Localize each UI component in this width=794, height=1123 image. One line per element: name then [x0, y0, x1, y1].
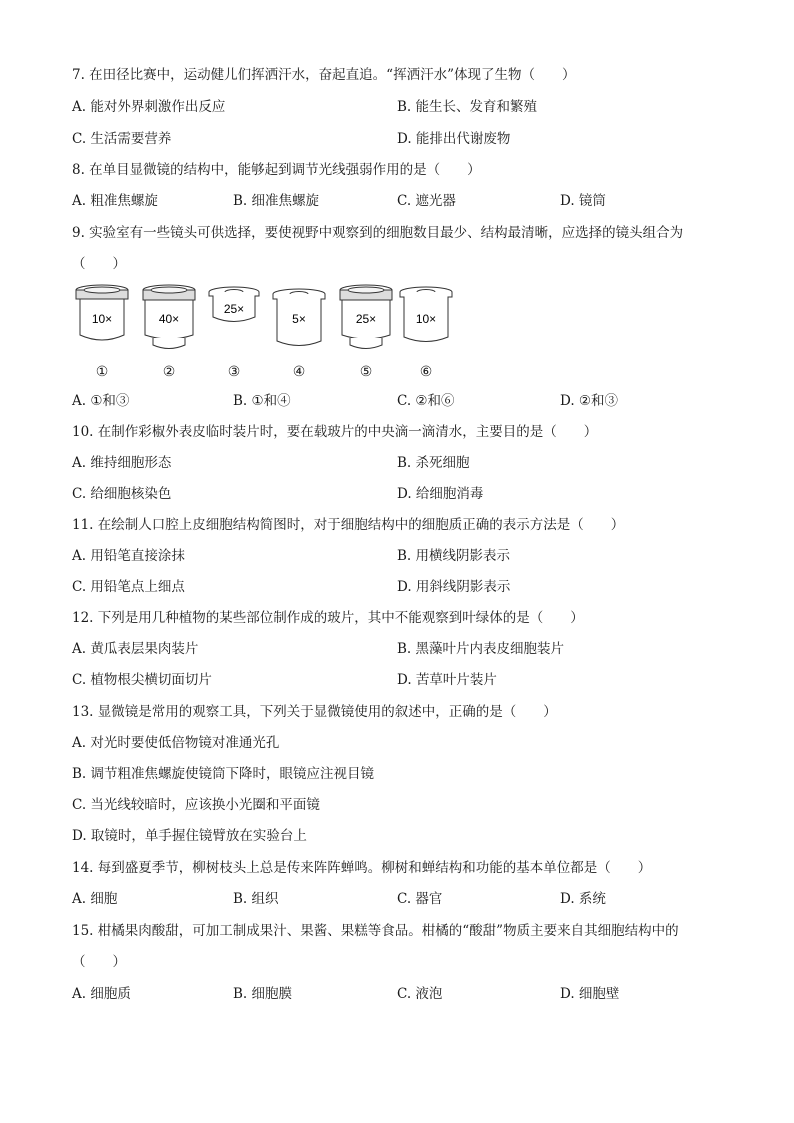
question-12-option-a[interactable]: A. 黄瓜表层果肉装片 — [72, 641, 199, 657]
question-14-stem: 14. 每到盛夏季节，柳树枝头上总是传来阵阵蝉鸣。柳树和蝉结构和功能的基本单位都是（ ） — [72, 860, 652, 876]
question-13-option-c[interactable]: C. 当光线较暗时，应该换小光圈和平面镜 — [72, 797, 320, 813]
question-13-option-a[interactable]: A. 对光时要使低倍物镜对准通光孔 — [72, 735, 280, 751]
lens-3-eyepiece — [207, 285, 261, 327]
question-13-option-b[interactable]: B. 调节粗准焦螺旋使镜筒下降时，眼镜应注视目镜 — [72, 766, 375, 782]
question-13-stem: 13. 显微镜是常用的观察工具，下列关于显微镜使用的叙述中，正确的是（ ） — [72, 704, 557, 720]
question-8-stem: 8. 在单目显微镜的结构中，能够起到调节光线强弱作用的是（ ） — [72, 162, 481, 178]
question-14-option-b[interactable]: B. 组织 — [233, 891, 279, 907]
question-9-stem-continued: （ ） — [72, 256, 126, 272]
question-11-option-c[interactable]: C. 用铅笔点上细点 — [72, 579, 185, 595]
question-14-option-a[interactable]: A. 细胞 — [72, 891, 118, 907]
question-10-option-b[interactable]: B. 杀死细胞 — [397, 455, 470, 471]
question-7-stem: 7. 在田径比赛中，运动健儿们挥洒汗水，奋起直追。“挥洒汗水”体现了生物（ ） — [72, 67, 576, 83]
lens-5-objective — [338, 283, 394, 353]
question-9-option-a[interactable]: A. ①和③ — [72, 393, 130, 409]
question-12-stem: 12. 下列是用几种植物的某些部位制作成的玻片，其中不能观察到叶绿体的是（ ） — [72, 610, 584, 626]
question-14-option-c[interactable]: C. 器官 — [397, 891, 443, 907]
question-9-option-d[interactable]: D. ②和③ — [560, 393, 619, 409]
lens-1-label: 10× — [91, 312, 113, 326]
question-9-stem: 9. 实验室有一些镜头可供选择，要使视野中观察到的细胞数目最少、结构最清晰，应选择的镜头组合为 — [72, 225, 684, 241]
lens-2-objective — [141, 283, 197, 353]
question-7-option-b[interactable]: B. 能生长、发育和繁殖 — [397, 99, 538, 115]
lens-2-label: 40× — [158, 312, 180, 326]
lens-4-label: 5× — [292, 312, 306, 326]
question-8-option-a[interactable]: A. 粗准焦螺旋 — [72, 193, 158, 209]
lens-5-label: 25× — [355, 312, 377, 326]
lens-4-number: ④ — [292, 364, 306, 380]
question-11-option-b[interactable]: B. 用横线阴影表示 — [397, 548, 511, 564]
question-12-option-d[interactable]: D. 苦草叶片装片 — [397, 672, 497, 688]
question-7-option-c[interactable]: C. 生活需要营养 — [72, 131, 172, 147]
lens-3-label: 25× — [223, 302, 245, 316]
question-9-option-b[interactable]: B. ①和④ — [233, 393, 291, 409]
question-15-stem-continued: （ ） — [72, 954, 126, 970]
question-8-option-c[interactable]: C. 遮光器 — [397, 193, 456, 209]
question-15-option-d[interactable]: D. 细胞壁 — [560, 986, 620, 1002]
lens-6-label: 10× — [415, 312, 437, 326]
question-10-stem: 10. 在制作彩椒外表皮临时装片时，要在载玻片的中央滴一滴清水，主要目的是（ ） — [72, 424, 598, 440]
question-15-option-c[interactable]: C. 液泡 — [397, 986, 443, 1002]
lens-6-eyepiece — [398, 285, 454, 347]
question-8-option-b[interactable]: B. 细准焦螺旋 — [233, 193, 320, 209]
question-7-option-a[interactable]: A. 能对外界刺激作出反应 — [72, 99, 226, 115]
lens-3-number: ③ — [227, 364, 241, 380]
lens-4-eyepiece — [271, 287, 327, 351]
question-15-option-b[interactable]: B. 细胞膜 — [233, 986, 293, 1002]
question-10-option-d[interactable]: D. 给细胞消毒 — [397, 486, 484, 502]
question-15-option-a[interactable]: A. 细胞质 — [72, 986, 131, 1002]
question-12-option-b[interactable]: B. 黑藻叶片内表皮细胞装片 — [397, 641, 565, 657]
question-10-option-c[interactable]: C. 给细胞核染色 — [72, 486, 172, 502]
question-7-option-d[interactable]: D. 能排出代谢废物 — [397, 131, 511, 147]
question-15-stem: 15. 柑橘果肉酸甜，可加工制成果汁、果酱、果糕等食品。柑橘的“酸甜”物质主要来自其细胞结构中的 — [72, 923, 679, 939]
lens-2-number: ② — [162, 364, 176, 380]
question-8-option-d[interactable]: D. 镜筒 — [560, 193, 606, 209]
question-12-option-c[interactable]: C. 植物根尖横切面切片 — [72, 672, 212, 688]
question-9-option-c[interactable]: C. ②和⑥ — [397, 393, 455, 409]
lens-1-number: ① — [95, 364, 109, 380]
question-10-option-a[interactable]: A. 维持细胞形态 — [72, 455, 172, 471]
question-13-option-d[interactable]: D. 取镜时，单手握住镜臂放在实验台上 — [72, 828, 307, 844]
lens-6-number: ⑥ — [419, 364, 433, 380]
lens-5-number: ⑤ — [359, 364, 373, 380]
question-14-option-d[interactable]: D. 系统 — [560, 891, 606, 907]
question-11-option-a[interactable]: A. 用铅笔直接涂抹 — [72, 548, 185, 564]
question-11-option-d[interactable]: D. 用斜线阴影表示 — [397, 579, 511, 595]
lens-1-eyepiece — [74, 283, 130, 345]
question-11-stem: 11. 在绘制人口腔上皮细胞结构简图时，对于细胞结构中的细胞质正确的表示方法是（ ） — [72, 517, 625, 533]
